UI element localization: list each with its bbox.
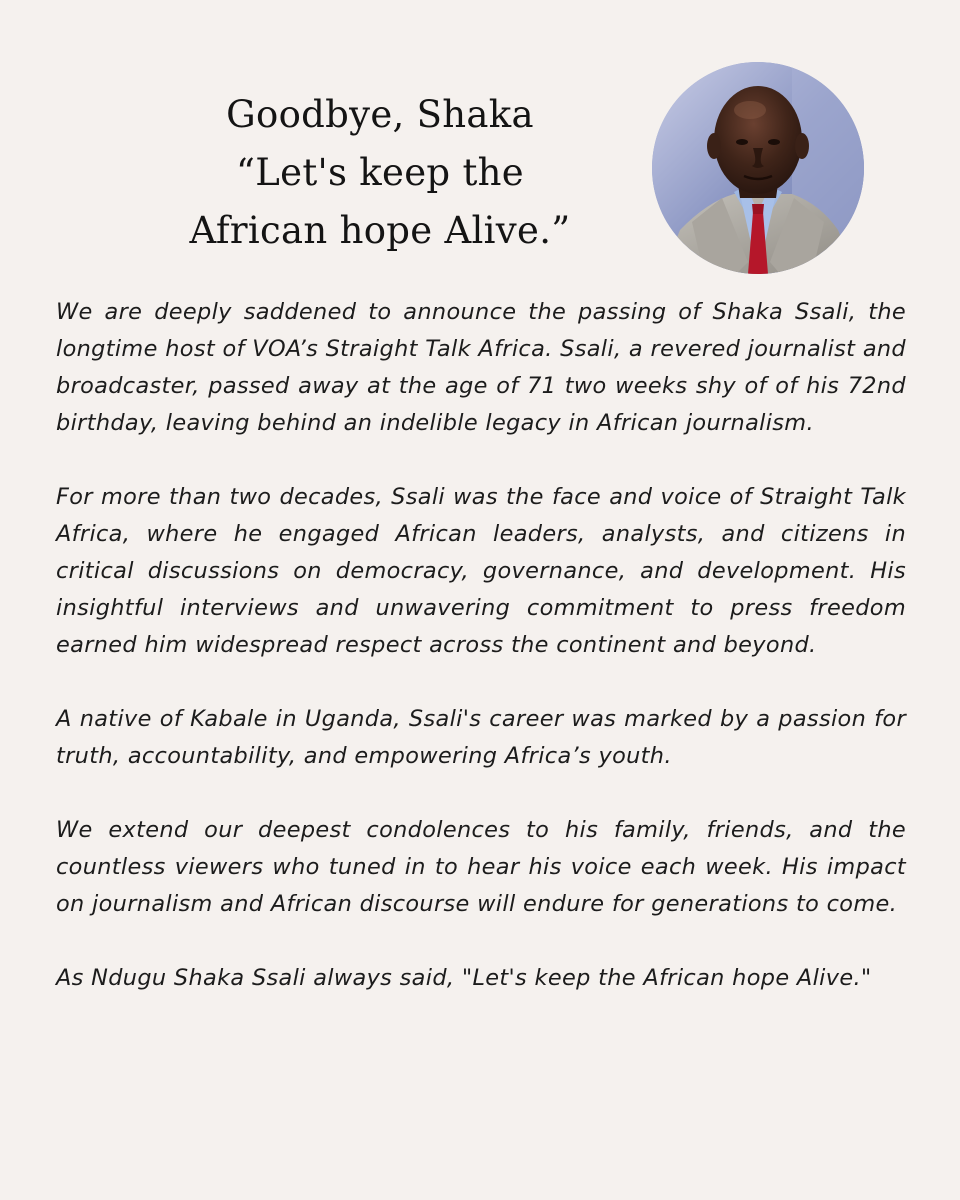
paragraph-5: As Ndugu Shaka Ssali always said, "Let's keep the African hope Alive." xyxy=(56,965,872,991)
paragraph-3: A native of Kabale in Uganda, Ssali's career was marked by a passion for truth, accountability, and empowering Africa’s youth. xyxy=(56,706,906,769)
portrait-photo xyxy=(652,62,864,274)
page-title xyxy=(170,86,590,260)
portrait-icon xyxy=(652,62,864,274)
header xyxy=(0,0,960,290)
paragraph-1: We are deeply saddened to announce the passing of Shaka Ssali, the longtime host of VOA’s Straight Talk Africa. Ssali, a revered journalist and broadcaster, passed away at the age of 71 two weeks shy of of his 72nd birthday, leaving behind an indelible legacy in African journalism. xyxy=(56,299,906,436)
paragraph-4: We extend our deepest condolences to his family, friends, and the countless viewers who tuned in to hear his voice each week. His impact on journalism and African discourse will endure for generations to come. xyxy=(56,817,906,917)
title-line-1: Goodbye, Shaka xyxy=(226,93,534,136)
announcement-body xyxy=(56,294,906,1034)
paragraph-2: For more than two decades, Ssali was the face and voice of Straight Talk Africa, where he engaged African leaders, analysts, and citizens in critical discussions on democracy, governance, and development. His insightful interviews and unwavering commitment to press freedom earned him widespread respect across the continent and beyond. xyxy=(56,484,906,658)
title-line-2: “Let's keep the xyxy=(236,151,524,194)
title-line-3: African hope Alive.” xyxy=(189,209,571,252)
